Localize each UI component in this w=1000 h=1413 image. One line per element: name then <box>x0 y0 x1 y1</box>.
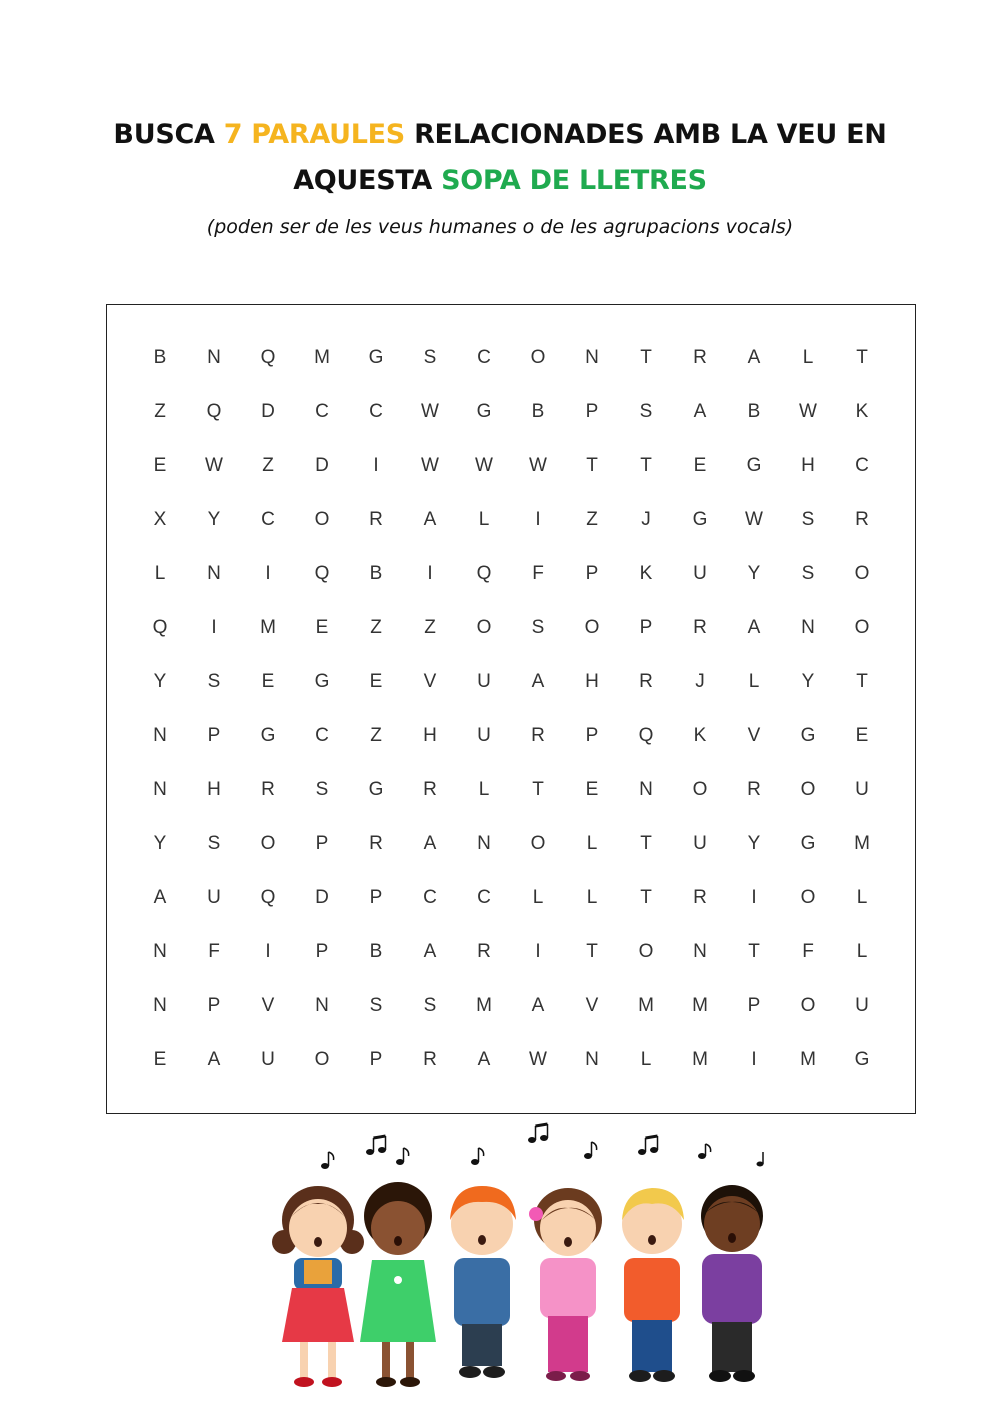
grid-letter: Y <box>207 509 221 530</box>
grid-letter: C <box>315 401 329 422</box>
grid-letter: M <box>692 1049 708 1070</box>
child-girl-pink-icon <box>529 1188 602 1381</box>
grid-letter: L <box>532 887 544 908</box>
grid-letter: H <box>207 779 221 800</box>
grid-letter: N <box>639 779 653 800</box>
grid-letter: L <box>586 833 598 854</box>
grid-letter: O <box>530 347 546 368</box>
grid-letter: S <box>369 995 383 1016</box>
grid-letter: U <box>693 563 707 584</box>
grid-letter: P <box>207 995 221 1016</box>
grid-letter: A <box>693 401 707 422</box>
grid-letter: P <box>315 833 329 854</box>
grid-letter: T <box>532 779 544 800</box>
grid-letter: T <box>856 347 868 368</box>
grid-letter: E <box>315 617 329 638</box>
grid-letter: H <box>801 455 815 476</box>
grid-letter: N <box>153 725 167 746</box>
grid-letter: S <box>423 995 437 1016</box>
singing-children-illustration <box>270 1120 790 1400</box>
grid-letter: L <box>640 1049 652 1070</box>
grid-letter: R <box>531 725 545 746</box>
grid-letter: I <box>211 617 217 638</box>
grid-letter: Z <box>424 617 436 638</box>
grid-letter: M <box>314 347 330 368</box>
grid-letter: G <box>800 725 816 746</box>
grid-letter: L <box>586 887 598 908</box>
grid-letter: V <box>585 995 599 1016</box>
grid-letter: O <box>314 509 330 530</box>
grid-letter: Y <box>747 563 761 584</box>
grid-letter: K <box>693 725 707 746</box>
grid-letter: D <box>261 401 275 422</box>
grid-letter: I <box>535 941 541 962</box>
grid-letter: M <box>854 833 870 854</box>
grid-letter: A <box>153 887 167 908</box>
grid-letter: Z <box>370 725 382 746</box>
grid-letter: I <box>265 941 271 962</box>
grid-letter: G <box>746 455 762 476</box>
grid-letter: N <box>585 347 599 368</box>
grid-letter: E <box>369 671 383 692</box>
grid-letter: J <box>641 509 651 530</box>
grid-letter: F <box>532 563 544 584</box>
grid-letter: M <box>800 1049 816 1070</box>
grid-letter: S <box>207 833 221 854</box>
grid-letter: O <box>800 887 816 908</box>
grid-letter: R <box>639 671 653 692</box>
child-girl-green-icon <box>360 1182 436 1387</box>
grid-letter: G <box>368 347 384 368</box>
grid-letter: A <box>423 509 437 530</box>
grid-letter: R <box>855 509 869 530</box>
grid-letter: U <box>855 995 869 1016</box>
subtitle: (poden ser de les veus humanes o de les agrupacions vocals) <box>206 216 794 238</box>
grid-letter: E <box>855 725 869 746</box>
grid-letter: P <box>747 995 761 1016</box>
grid-letter: R <box>693 617 707 638</box>
grid-letter: R <box>477 941 491 962</box>
grid-letter: M <box>476 995 492 1016</box>
grid-letter: B <box>747 401 761 422</box>
grid-letter: N <box>315 995 329 1016</box>
child-boy-blond-icon <box>622 1188 684 1382</box>
grid-letter: P <box>639 617 653 638</box>
grid-letter: Y <box>801 671 815 692</box>
grid-letter: A <box>477 1049 491 1070</box>
grid-letter: T <box>640 347 652 368</box>
grid-letter: O <box>638 941 654 962</box>
grid-letter: R <box>261 779 275 800</box>
grid-letter: S <box>207 671 221 692</box>
grid-letter: Z <box>586 509 598 530</box>
grid-letter: A <box>423 941 437 962</box>
grid-letter: K <box>639 563 653 584</box>
grid-letter: L <box>856 941 868 962</box>
grid-letter: N <box>153 995 167 1016</box>
grid-letter: P <box>585 563 599 584</box>
grid-letter: S <box>315 779 329 800</box>
grid-letter: U <box>261 1049 275 1070</box>
child-boy-orange-hair-icon <box>450 1186 516 1378</box>
grid-letter: W <box>529 1049 547 1070</box>
grid-letter: I <box>265 563 271 584</box>
grid-letter: D <box>315 455 329 476</box>
grid-letter: N <box>153 941 167 962</box>
grid-letter: L <box>154 563 166 584</box>
grid-letter: O <box>800 779 816 800</box>
grid-letter: R <box>693 887 707 908</box>
grid-letter: M <box>638 995 654 1016</box>
grid-letter: R <box>747 779 761 800</box>
grid-letter: W <box>529 455 547 476</box>
grid-letter: P <box>585 401 599 422</box>
grid-letter: Z <box>370 617 382 638</box>
grid-letter: I <box>751 1049 757 1070</box>
grid-letter: T <box>748 941 760 962</box>
grid-letter: C <box>315 725 329 746</box>
grid-letter: O <box>260 833 276 854</box>
grid-letter: B <box>369 941 383 962</box>
grid-letter: A <box>531 671 545 692</box>
grid-letter: N <box>477 833 491 854</box>
grid-letter: K <box>855 401 869 422</box>
grid-letter: U <box>693 833 707 854</box>
grid-letter: R <box>423 779 437 800</box>
grid-letter: V <box>261 995 275 1016</box>
grid-letter: R <box>369 833 383 854</box>
grid-letter: F <box>208 941 220 962</box>
grid-letter: U <box>855 779 869 800</box>
grid-letter: E <box>693 455 707 476</box>
grid-letter: B <box>369 563 383 584</box>
grid-letter: O <box>584 617 600 638</box>
grid-letter: T <box>856 671 868 692</box>
grid-letter: W <box>205 455 223 476</box>
grid-letter: G <box>692 509 708 530</box>
grid-letter: N <box>207 347 221 368</box>
grid-letter: N <box>153 779 167 800</box>
grid-letter: G <box>260 725 276 746</box>
grid-letter: E <box>585 779 599 800</box>
grid-letter: D <box>315 887 329 908</box>
grid-letter: Y <box>153 833 167 854</box>
grid-letter: J <box>695 671 705 692</box>
grid-letter: I <box>373 455 379 476</box>
grid-letter: G <box>800 833 816 854</box>
grid-letter: Q <box>260 347 276 368</box>
grid-letter: P <box>369 887 383 908</box>
child-boy-purple-icon <box>701 1185 763 1382</box>
grid-letter: W <box>421 455 439 476</box>
grid-letter: O <box>800 995 816 1016</box>
grid-letter: N <box>801 617 815 638</box>
grid-letter: O <box>692 779 708 800</box>
child-girl-red-icon <box>272 1186 364 1387</box>
grid-letter: L <box>856 887 868 908</box>
grid-letter: V <box>423 671 437 692</box>
grid-letter: B <box>153 347 167 368</box>
grid-letter: M <box>260 617 276 638</box>
grid-letter: C <box>477 887 491 908</box>
grid-letter: A <box>747 347 761 368</box>
title-highlight-green: SOPA DE LLETRES <box>441 165 707 196</box>
grid-letter: Y <box>153 671 167 692</box>
grid-letter: Z <box>262 455 274 476</box>
grid-letter: W <box>745 509 763 530</box>
grid-letter: S <box>801 509 815 530</box>
grid-letter: A <box>423 833 437 854</box>
grid-letter: N <box>585 1049 599 1070</box>
grid-letter: Q <box>476 563 492 584</box>
grid-letter: Q <box>206 401 222 422</box>
word-search-box <box>106 304 916 1114</box>
grid-letter: G <box>368 779 384 800</box>
grid-letter: H <box>423 725 437 746</box>
grid-letter: I <box>751 887 757 908</box>
grid-letter: C <box>423 887 437 908</box>
grid-letter: I <box>535 509 541 530</box>
grid-letter: Q <box>638 725 654 746</box>
grid-letter: R <box>423 1049 437 1070</box>
grid-letter: H <box>585 671 599 692</box>
grid-letter: I <box>427 563 433 584</box>
word-search-grid <box>133 331 889 1087</box>
grid-letter: X <box>153 509 167 530</box>
grid-letter: F <box>802 941 814 962</box>
grid-letter: Q <box>260 887 276 908</box>
grid-letter: C <box>477 347 491 368</box>
grid-letter: Q <box>314 563 330 584</box>
grid-letter: B <box>531 401 545 422</box>
grid-letter: A <box>531 995 545 1016</box>
grid-letter: W <box>799 401 817 422</box>
grid-letter: S <box>531 617 545 638</box>
grid-letter: L <box>748 671 760 692</box>
grid-letter: Z <box>154 401 166 422</box>
grid-letter: E <box>153 1049 167 1070</box>
grid-letter: A <box>207 1049 221 1070</box>
grid-letter: U <box>477 671 491 692</box>
grid-letter: W <box>475 455 493 476</box>
grid-letter: G <box>476 401 492 422</box>
grid-letter: O <box>476 617 492 638</box>
grid-letter: L <box>478 509 490 530</box>
grid-letter: P <box>369 1049 383 1070</box>
grid-letter: T <box>640 833 652 854</box>
grid-letter: T <box>586 941 598 962</box>
grid-letter: O <box>314 1049 330 1070</box>
grid-letter: U <box>477 725 491 746</box>
page-title <box>0 112 1000 204</box>
grid-letter: C <box>261 509 275 530</box>
grid-letter: M <box>692 995 708 1016</box>
grid-letter: P <box>207 725 221 746</box>
grid-letter: T <box>586 455 598 476</box>
grid-letter: R <box>369 509 383 530</box>
grid-letter: W <box>421 401 439 422</box>
grid-letter: T <box>640 887 652 908</box>
grid-letter: N <box>207 563 221 584</box>
grid-letter: V <box>747 725 761 746</box>
grid-letter: N <box>693 941 707 962</box>
grid-letter: S <box>423 347 437 368</box>
grid-letter: A <box>747 617 761 638</box>
title-line-2: AQUESTA SOPA DE LLETRES <box>293 165 707 196</box>
grid-letter: P <box>315 941 329 962</box>
title-highlight-orange: 7 PARAULES <box>223 119 405 150</box>
grid-letter: U <box>207 887 221 908</box>
title-line-1: BUSCA 7 PARAULES RELACIONADES AMB LA VEU EN <box>113 119 887 150</box>
grid-letter: O <box>530 833 546 854</box>
grid-letter: E <box>261 671 275 692</box>
grid-letter: Q <box>152 617 168 638</box>
grid-letter: O <box>854 617 870 638</box>
grid-letter: R <box>693 347 707 368</box>
grid-letter: E <box>153 455 167 476</box>
grid-letter: L <box>478 779 490 800</box>
grid-letter: T <box>640 455 652 476</box>
grid-letter: L <box>802 347 814 368</box>
grid-letter: S <box>639 401 653 422</box>
grid-letter: Y <box>747 833 761 854</box>
grid-letter: P <box>585 725 599 746</box>
grid-letter: C <box>855 455 869 476</box>
music-notes-icon <box>321 1124 764 1169</box>
grid-letter: G <box>854 1049 870 1070</box>
grid-letter: G <box>314 671 330 692</box>
grid-letter: O <box>854 563 870 584</box>
grid-letter: C <box>369 401 383 422</box>
grid-letter: S <box>801 563 815 584</box>
